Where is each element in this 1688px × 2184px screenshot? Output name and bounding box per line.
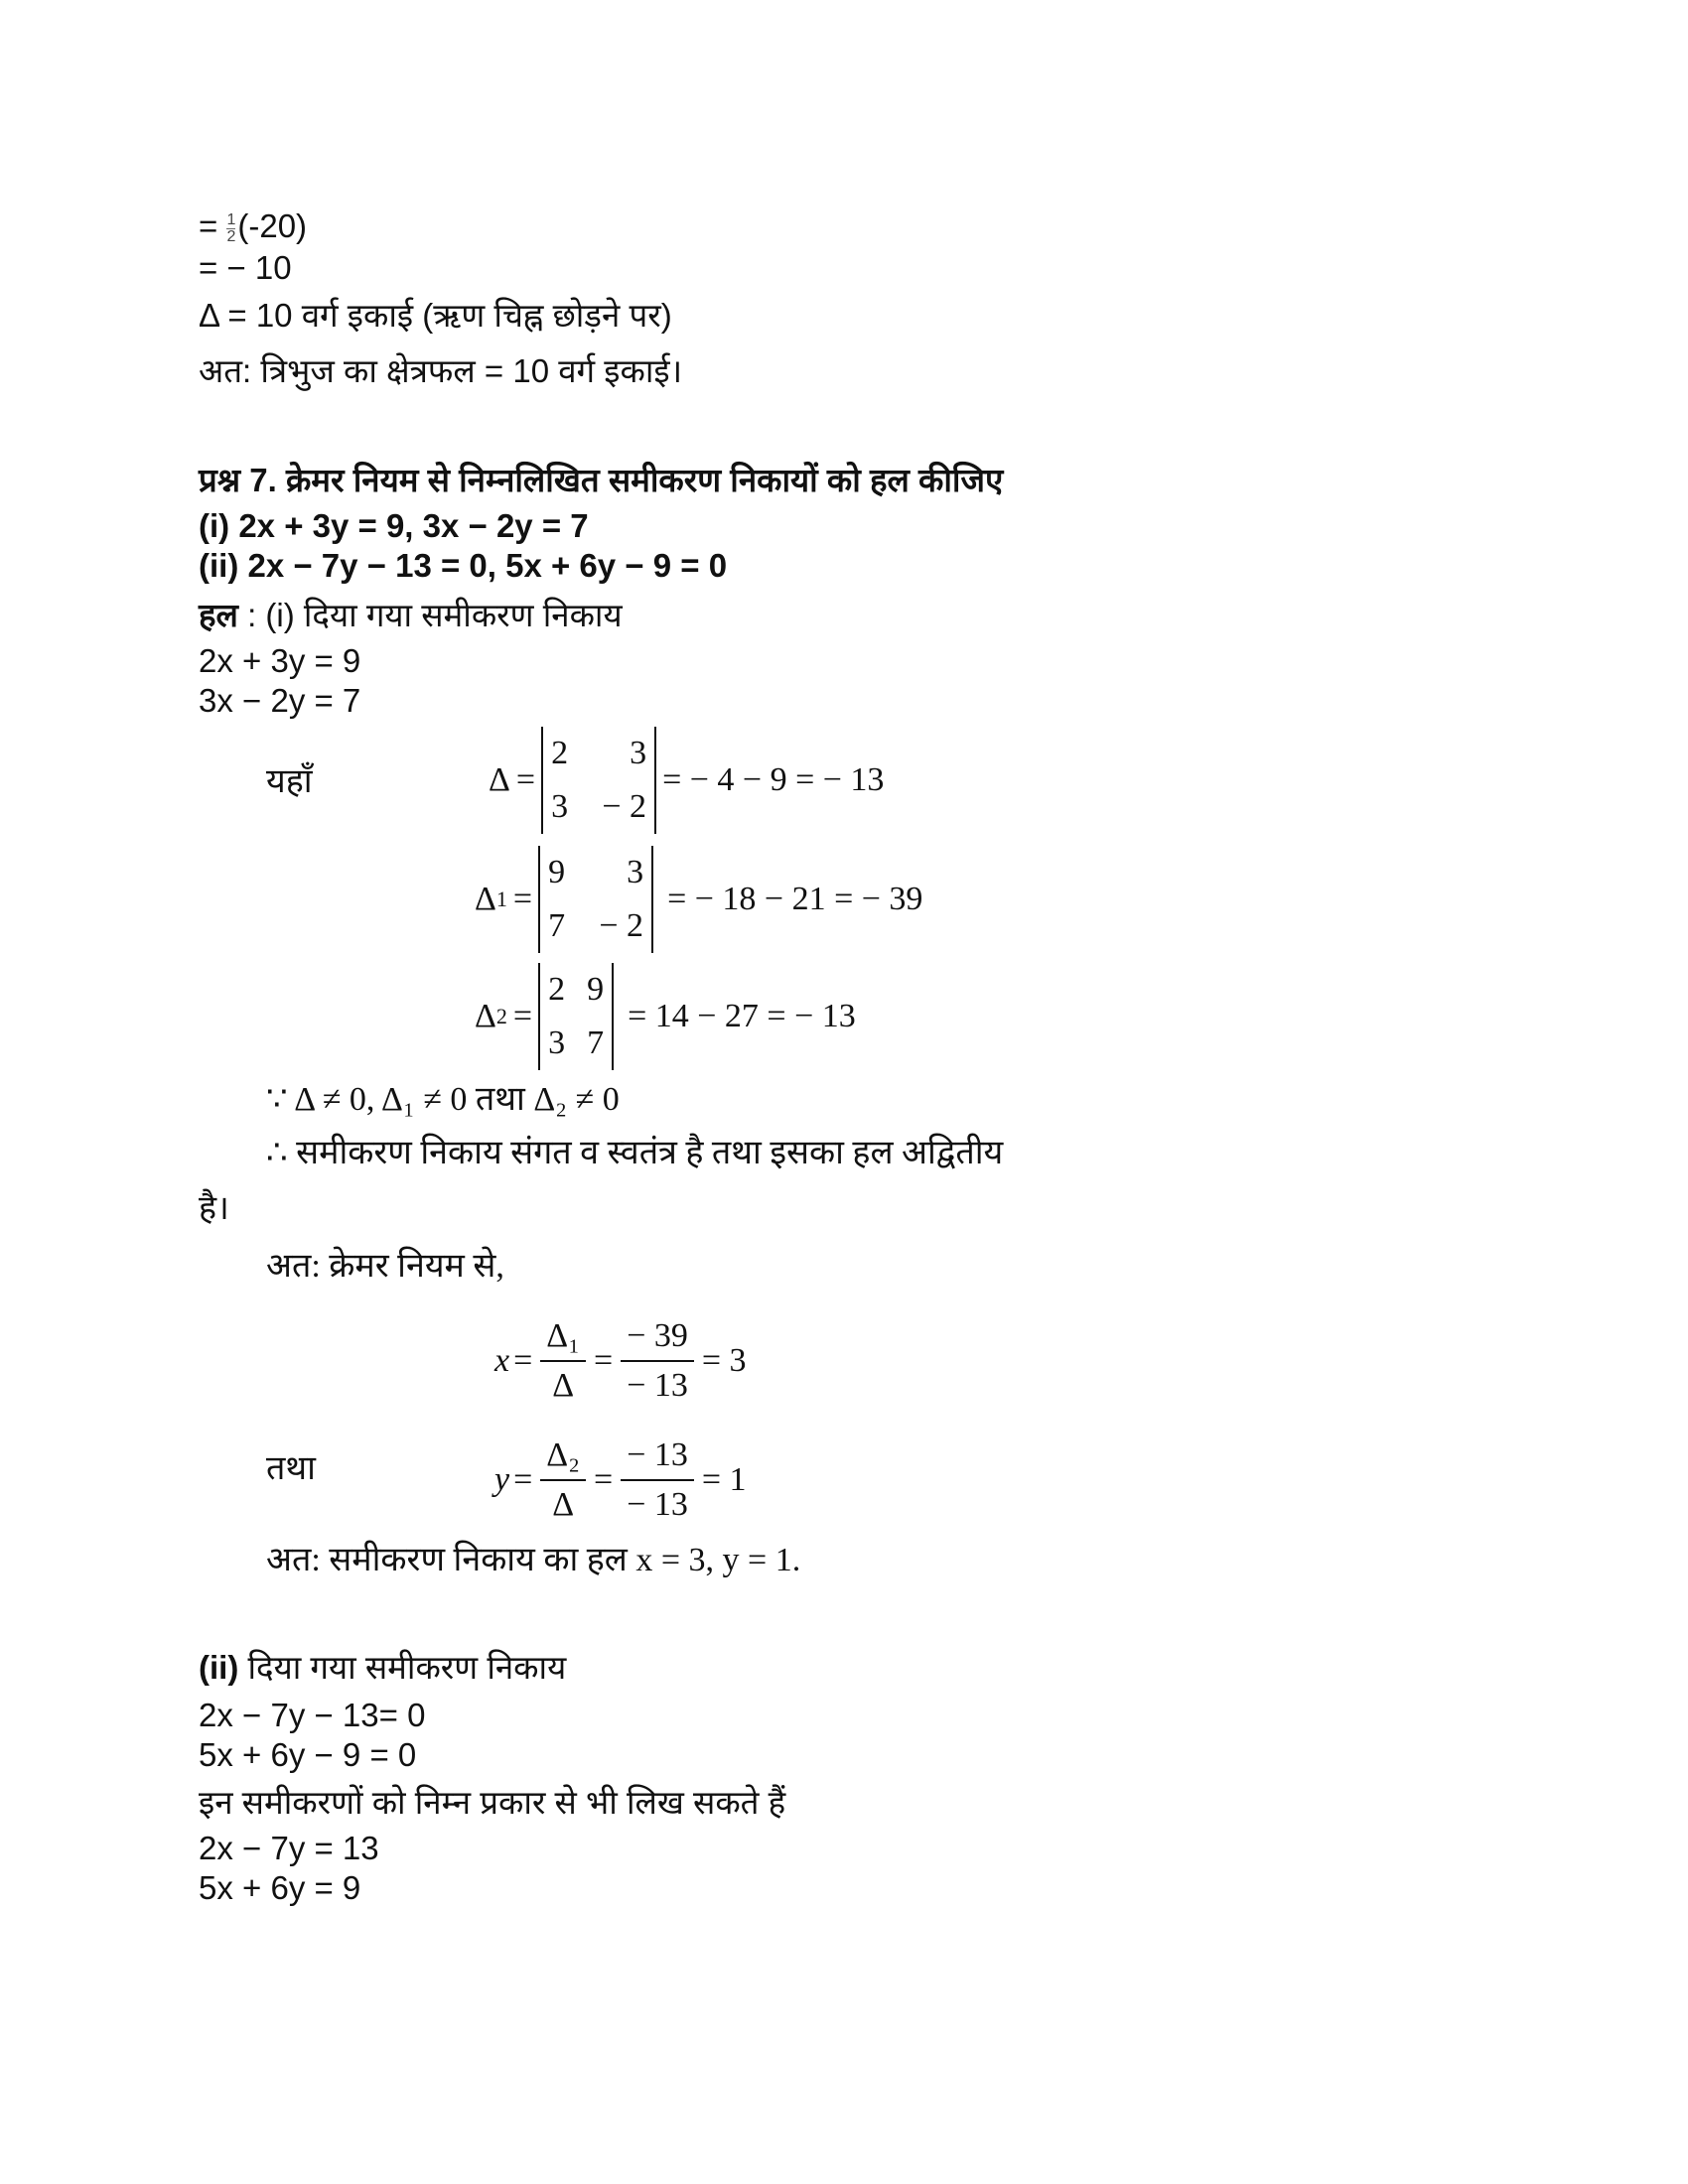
denominator: − 13: [627, 1486, 688, 1523]
matrix-cell: 3: [551, 788, 569, 825]
matrix-cell: 3: [627, 854, 644, 890]
delta-symbol: Δ: [475, 881, 496, 917]
fraction-denominator: 2: [226, 227, 236, 245]
equals: =: [594, 1342, 614, 1379]
matrix-cell: 9: [587, 971, 605, 1008]
matrix-cell: 9: [548, 854, 566, 890]
equation-6: 5x + 6y = 9: [199, 1869, 361, 1906]
fraction-numerator: 1: [226, 210, 236, 228]
matrix-cell: 3: [548, 1024, 566, 1061]
numeric-fraction: [621, 1316, 694, 1406]
equation-5: 2x − 7y = 13: [199, 1830, 379, 1866]
delta-determinant: [489, 727, 884, 834]
matrix-cell: − 2: [602, 788, 647, 825]
denominator: Δ: [552, 1367, 575, 1404]
delta-matrix: [541, 727, 656, 834]
numerator: Δ₂: [540, 1435, 586, 1481]
equals: =: [513, 1461, 533, 1498]
rewrite-line: इन समीकरणों को निम्न प्रकार से भी लिख सकते हैं: [199, 1784, 786, 1821]
y-calculation: [494, 1435, 747, 1525]
delta-subscript: 2: [495, 1004, 507, 1028]
delta1-result: = − 18 − 21 = − 39: [667, 881, 923, 917]
cramer-rule-line: अत: क्रेमर नियम से,: [266, 1248, 504, 1285]
here-label: यहाँ: [266, 763, 313, 800]
numerator: Δ₁: [540, 1316, 586, 1362]
equals: =: [513, 1342, 533, 1379]
matrix-row: [548, 846, 643, 899]
solution-ii-heading: [199, 1648, 566, 1688]
question-title: प्रश्न 7. क्रेमर नियम से निम्नलिखित समीकरण निकायों को हल कीजिए: [199, 462, 1004, 498]
matrix-cell: 7: [548, 907, 566, 944]
matrix-row: [548, 963, 604, 1017]
numerator: − 13: [621, 1435, 694, 1481]
y-result: = 1: [701, 1461, 747, 1498]
delta1-matrix: [538, 846, 653, 953]
delta-ratio-fraction: [540, 1316, 586, 1406]
equation-2: 3x − 2y = 7: [199, 682, 361, 719]
delta-symbol: Δ: [475, 998, 496, 1034]
equals: =: [594, 1461, 614, 1498]
solution-i-heading: [199, 596, 623, 635]
delta-ratio-fraction: [540, 1435, 586, 1525]
delta1-determinant: [475, 846, 922, 953]
delta2-determinant: [475, 963, 856, 1070]
equation-1: 2x + 3y = 9: [199, 642, 361, 679]
delta2-result: = 14 − 27 = − 13: [628, 998, 856, 1034]
matrix-row: [548, 1017, 604, 1070]
numeric-fraction: [621, 1435, 694, 1525]
since-line: ∵ Δ ≠ 0, Δ₁ ≠ 0 तथा Δ₂ ≠ 0: [266, 1081, 620, 1118]
therefore-continuation: है।: [199, 1190, 229, 1227]
delta-subscript: 1: [495, 887, 507, 911]
variable-x: x: [494, 1342, 510, 1379]
area-value-line: Δ = 10 वर्ग इकाई (ऋण चिह्न छोड़ने पर): [199, 297, 672, 334]
and-label: तथा: [266, 1450, 316, 1487]
delta2-matrix: [538, 963, 614, 1070]
equation-4: 5x + 6y − 9 = 0: [199, 1736, 417, 1773]
variable-y: y: [494, 1461, 510, 1498]
matrix-cell: − 2: [599, 907, 644, 944]
question-part-ii: (ii) 2x − 7y − 13 = 0, 5x + 6y − 9 = 0: [199, 547, 728, 584]
matrix-row: [548, 899, 643, 953]
delta-symbol: Δ: [489, 761, 510, 798]
matrix-cell: 2: [548, 971, 566, 1008]
area-conclusion-line: अत: त्रिभुज का क्षेत्रफल = 10 वर्ग इकाई।: [199, 352, 683, 389]
matrix-row: [551, 780, 646, 834]
equals-sign: =: [199, 207, 218, 244]
delta-result: = − 4 − 9 = − 13: [662, 761, 885, 798]
equation-3: 2x − 7y − 13= 0: [199, 1697, 426, 1733]
matrix-cell: 7: [587, 1024, 605, 1061]
expression: (-20): [237, 207, 308, 244]
solution-i-final: अत: समीकरण निकाय का हल x = 3, y = 1.: [266, 1542, 801, 1578]
x-result: = 3: [701, 1342, 747, 1379]
equals: =: [512, 998, 533, 1034]
half-times-line: [199, 206, 307, 246]
one-half-fraction: [226, 212, 235, 245]
question-part-i: (i) 2x + 3y = 9, 3x − 2y = 7: [199, 507, 589, 544]
solution-label: हल: [199, 597, 238, 633]
x-calculation: [494, 1316, 747, 1406]
matrix-row: [551, 727, 646, 780]
equals: =: [515, 761, 536, 798]
matrix-cell: 2: [551, 735, 569, 771]
denominator: − 13: [627, 1367, 688, 1404]
solution-heading-text: : (i) दिया गया समीकरण निकाय: [237, 597, 623, 633]
solution-heading-text: दिया गया समीकरण निकाय: [238, 1649, 567, 1686]
result-line: = − 10: [199, 249, 292, 286]
part-label: (ii): [199, 1649, 239, 1686]
matrix-cell: 3: [630, 735, 647, 771]
numerator: − 39: [621, 1316, 694, 1362]
therefore-line: ∴ समीकरण निकाय संगत व स्वतंत्र है तथा इसका हल अद्वितीय: [266, 1135, 1004, 1171]
equals: =: [512, 881, 533, 917]
denominator: Δ: [552, 1486, 575, 1523]
